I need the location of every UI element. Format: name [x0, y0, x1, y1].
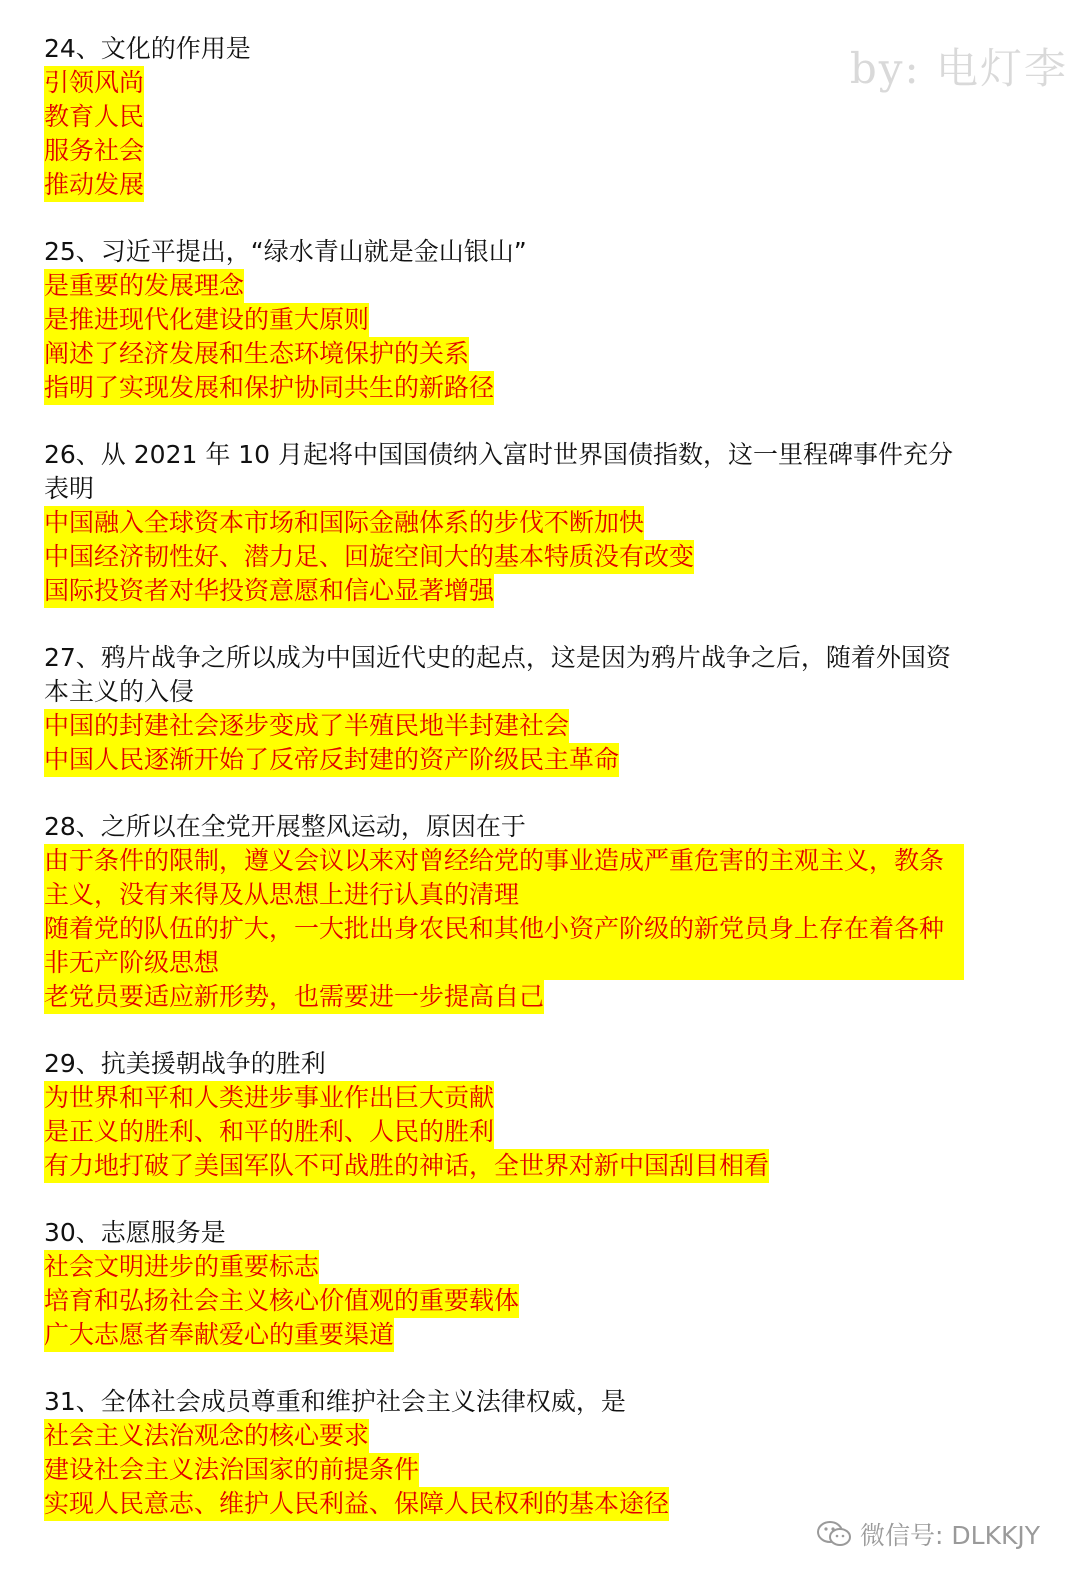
- answer-line: 中国经济韧性好、潜力足、回旋空间大的基本特质没有改变: [44, 540, 694, 574]
- answer-line: 阐述了经济发展和生态环境保护的关系: [44, 337, 469, 371]
- answer-line: 中国融入全球资本市场和国际金融体系的步伐不断加快: [44, 506, 644, 540]
- answer-line: 社会文明进步的重要标志: [44, 1250, 319, 1284]
- answer-line: 实现人民意志、维护人民利益、保障人民权利的基本途径: [44, 1487, 669, 1521]
- question-28: [44, 810, 964, 1014]
- answer-line: 有力地打破了美国军队不可战胜的神话，全世界对新中国刮目相看: [44, 1149, 769, 1183]
- question-title: 27、鸦片战争之所以成为中国近代史的起点，这是因为鸦片战争之后，随着外国资本主义的入侵: [44, 643, 951, 706]
- answer-line: 引领风尚: [44, 66, 144, 100]
- answer-line: 社会主义法治观念的核心要求: [44, 1419, 369, 1453]
- question-title: 30、志愿服务是: [44, 1218, 226, 1247]
- question-title: 28、之所以在全党开展整风运动，原因在于: [44, 812, 526, 841]
- wechat-icon: [816, 1520, 852, 1548]
- question-list: [44, 32, 964, 1554]
- answer-line: 推动发展: [44, 168, 144, 202]
- question-title: 26、从 2021 年 10 月起将中国国债纳入富时世界国债指数，这一里程碑事件充分表明: [44, 440, 954, 503]
- question-24: [44, 32, 964, 202]
- answer-line: 教育人民: [44, 100, 144, 134]
- wechat-footer: [816, 1516, 1040, 1552]
- answer-line: 随着党的队伍的扩大，一大批出身农民和其他小资产阶级的新党员身上存在着各种非无产阶级思想: [44, 912, 964, 980]
- question-29: [44, 1047, 964, 1183]
- watermark: by: 电灯李: [849, 44, 1068, 93]
- answer-line: 是正义的胜利、和平的胜利、人民的胜利: [44, 1115, 494, 1149]
- question-title: 31、全体社会成员尊重和维护社会主义法律权威，是: [44, 1387, 626, 1416]
- answer-line: 老党员要适应新形势，也需要进一步提高自己: [44, 980, 544, 1014]
- answer-line: 是推进现代化建设的重大原则: [44, 303, 369, 337]
- wechat-id: 微信号: DLKKJY: [860, 1521, 1040, 1550]
- question-30: [44, 1216, 964, 1352]
- question-26: [44, 438, 964, 608]
- answer-line: 中国人民逐渐开始了反帝反封建的资产阶级民主革命: [44, 743, 619, 777]
- answer-line: 为世界和平和人类进步事业作出巨大贡献: [44, 1081, 494, 1115]
- question-27: [44, 641, 964, 777]
- question-title: 25、习近平提出，“绿水青山就是金山银山”: [44, 237, 527, 266]
- answer-line: 由于条件的限制，遵义会议以来对曾经给党的事业造成严重危害的主观主义，教条主义，没有来得及从思想上进行认真的清理: [44, 844, 964, 912]
- answer-line: 服务社会: [44, 134, 144, 168]
- answer-line: 国际投资者对华投资意愿和信心显著增强: [44, 574, 494, 608]
- answer-line: 指明了实现发展和保护协同共生的新路径: [44, 371, 494, 405]
- answer-line: 广大志愿者奉献爱心的重要渠道: [44, 1318, 394, 1352]
- question-25: [44, 235, 964, 405]
- answer-line: 中国的封建社会逐步变成了半殖民地半封建社会: [44, 709, 569, 743]
- answer-line: 建设社会主义法治国家的前提条件: [44, 1453, 419, 1487]
- question-title: 29、抗美援朝战争的胜利: [44, 1049, 326, 1078]
- question-31: [44, 1385, 964, 1521]
- question-title: 24、文化的作用是: [44, 34, 251, 63]
- answer-line: 是重要的发展理念: [44, 269, 244, 303]
- answer-line: 培育和弘扬社会主义核心价值观的重要载体: [44, 1284, 519, 1318]
